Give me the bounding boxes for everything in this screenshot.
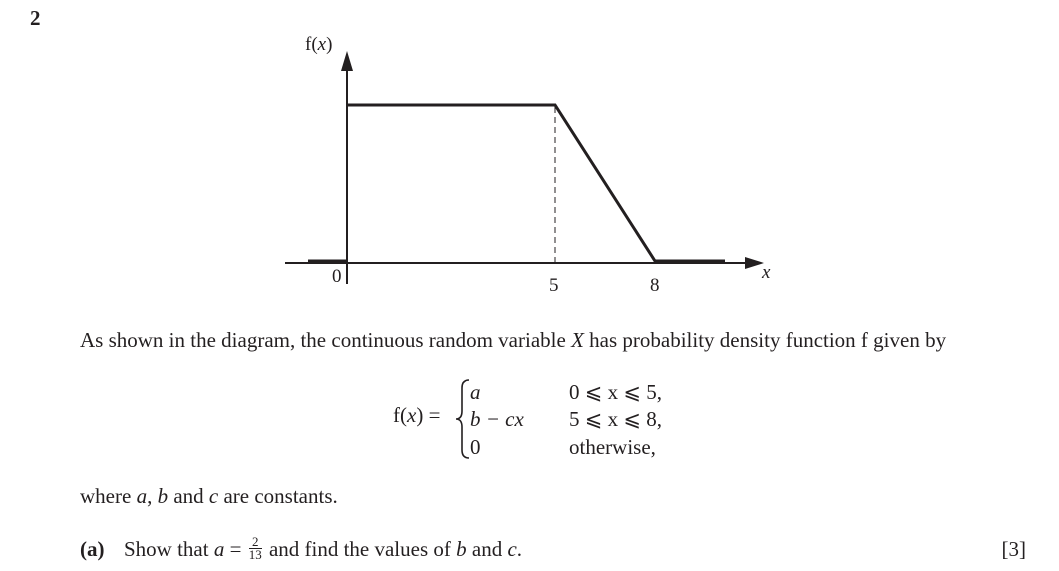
case-2-condition: 5 ⩽ x ⩽ 8,: [569, 407, 662, 431]
part-a-label: (a): [80, 537, 105, 561]
tick-label-5: 5: [549, 275, 559, 296]
pdf-lhs: f(x) =: [393, 403, 441, 427]
y-axis-label: f(x): [305, 34, 333, 55]
case-3-expr: 0: [470, 435, 481, 459]
x-axis-label: x: [762, 262, 771, 283]
fraction-2-13: $\frac{2}{13}$: [248, 533, 262, 562]
question-number: 2: [30, 6, 41, 30]
part-a-marks: [3]: [1001, 537, 1026, 561]
case-2-expr: b − cx: [470, 407, 524, 431]
case-3-condition: otherwise,: [569, 435, 656, 459]
curly-brace: [455, 378, 471, 460]
tick-label-8: 8: [650, 275, 660, 296]
case-1-expr: a: [470, 380, 481, 404]
y-axis-arrowhead: [341, 51, 353, 71]
pdf-curve: [347, 105, 725, 261]
part-a-text: Show that a = $\frac{2}{13}$ and find the values of b and c.: [124, 533, 523, 562]
case-1-condition: 0 ⩽ x ⩽ 5,: [569, 380, 662, 404]
where-constants-text: where a, b and c are constants.: [80, 484, 338, 508]
intro-text: As shown in the diagram, the continuous random variable X has probability density function f given by: [80, 328, 947, 352]
tick-label-0: 0: [332, 266, 342, 287]
